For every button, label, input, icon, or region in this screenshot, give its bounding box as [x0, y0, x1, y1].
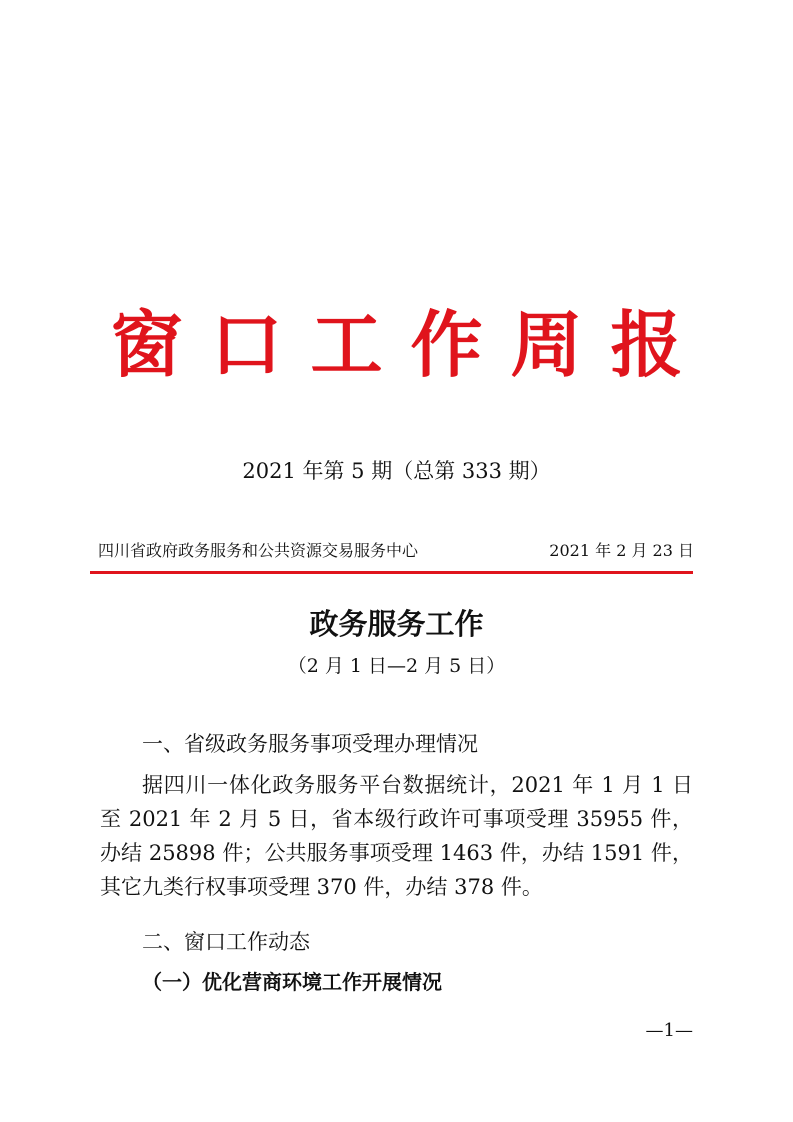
masthead-title	[0, 300, 793, 390]
date-range: （2 月 1 日—2 月 5 日）	[287, 655, 506, 677]
issue-number: 2021 年第 5 期（总第 333 期）	[242, 459, 551, 483]
section-heading-2: 二、窗口工作动态	[142, 930, 310, 954]
document-title: 政务服务工作	[309, 607, 484, 641]
masthead-char: 作	[410, 302, 483, 387]
page-number: —1—	[645, 1020, 693, 1041]
masthead-char: 周	[510, 302, 583, 387]
red-divider	[90, 571, 693, 574]
masthead-char: 口	[210, 302, 283, 387]
masthead-char: 工	[310, 302, 383, 387]
publish-date: 2021 年 2 月 23 日	[549, 541, 694, 560]
masthead-char: 窗	[110, 302, 183, 387]
publisher-line	[98, 538, 694, 564]
subsection-heading: （一）优化营商环境工作开展情况	[142, 970, 442, 994]
publisher-name: 四川省政府政务服务和公共资源交易服务中心	[98, 541, 419, 560]
masthead-char: 报	[610, 302, 683, 387]
section-heading-1: 一、省级政务服务事项受理办理情况	[142, 732, 478, 756]
body-paragraph: 据四川一体化政务服务平台数据统计，2021 年 1 月 1 日至 2021 年 2 月 5 日，省本级行政许可事项受理 35955 件，办结 25898 件；公共服务事项受理 1463 件，办结 1591 件，其它九类行权事项受理 370 件，办结 378 件。	[100, 773, 693, 899]
